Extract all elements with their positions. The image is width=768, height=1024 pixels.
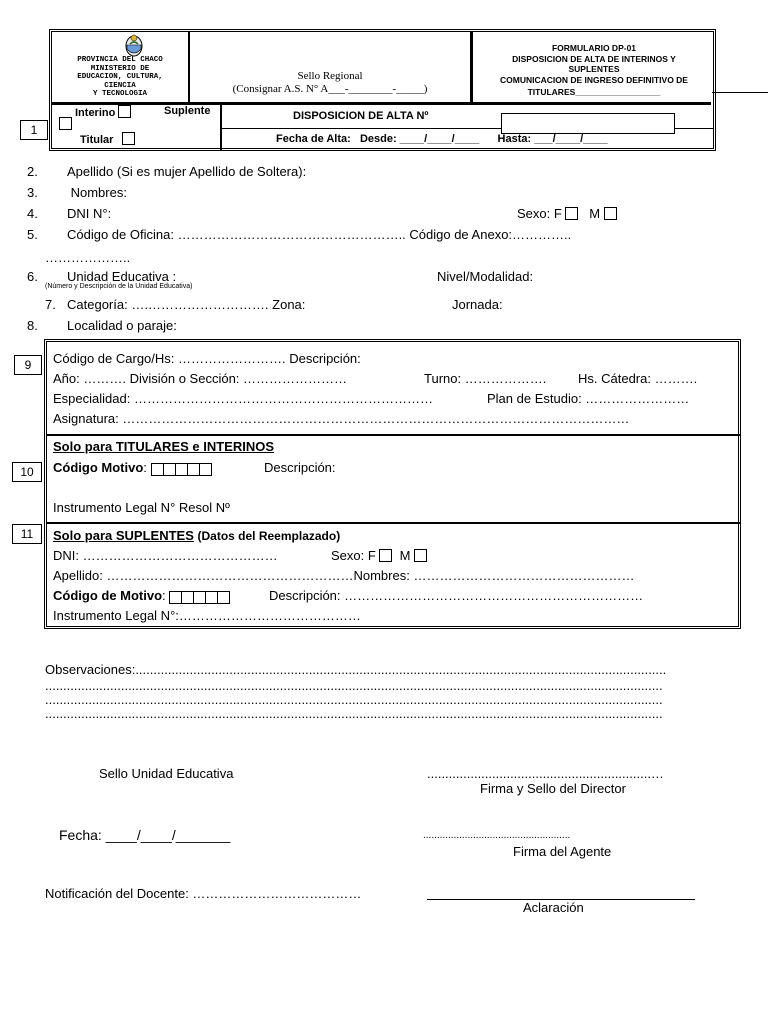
firma-director-dots: ..............................................................… <box>427 766 664 781</box>
section-number-11: 11 <box>12 524 42 544</box>
sec9-hs-catedra: Hs. Cátedra: ………. <box>578 371 698 386</box>
agente-dots: ..................................................... <box>423 830 571 841</box>
divider <box>220 104 222 150</box>
sec10-title: Solo para TITULARES e INTERINOS <box>53 439 275 454</box>
observaciones-line: ........................................................................................................................................................................... <box>45 706 663 721</box>
divider <box>470 31 473 103</box>
suplente-label: Suplente <box>164 105 211 117</box>
observaciones-line: ........................................................................................................................................................................... <box>45 678 663 693</box>
sello-regional-label: Sello Regional <box>297 70 363 82</box>
sec11-sexo-m-checkbox[interactable] <box>414 549 427 562</box>
fecha-field: Fecha: ____/____/_______ <box>59 827 231 843</box>
form-title-line: TITULARES__________________ <box>527 87 661 97</box>
sec9-especialidad: Especialidad: …………………………………………………………… <box>53 391 433 406</box>
consignar-label: (Consignar A.S. N° A___-________-_____) <box>232 83 428 95</box>
item-codigo-oficina: 5. Código de Oficina: …………………………………………….. Código de Anexo:………….. <box>27 227 572 242</box>
interino-label: Interino <box>75 105 131 119</box>
sec9-codigo-cargo: Código de Cargo/Hs: ……………………. Descripción: <box>53 351 361 366</box>
item-nombres: 3. Nombres: <box>27 185 127 200</box>
divider <box>51 102 711 105</box>
sec11-descripcion: Descripción: …………………………………………………………… <box>269 588 644 603</box>
item-categoria: 7. Categoría: ….………………………. Zona: <box>45 297 306 312</box>
sec9-asignatura: Asignatura: ……………………………………………………………………………………………………… <box>53 411 630 426</box>
sec10-instrumento: Instrumento Legal N° Resol Nº <box>53 500 230 515</box>
aclaracion-label: Aclaración <box>523 900 584 915</box>
item-dni: 4. DNI N°: <box>27 206 112 221</box>
motivo-box[interactable] <box>164 463 176 476</box>
motivo-box[interactable] <box>151 463 164 476</box>
item5-continuation: ……………….. <box>45 250 131 265</box>
firma-director-label: Firma y Sello del Director <box>480 781 626 796</box>
item-apellido: 2. Apellido (Si es mujer Apellido de Soltera): <box>27 164 307 179</box>
section-number-10: 10 <box>12 462 42 482</box>
sec11-apellido: Apellido: …………………………………………………Nombres: …………………………………………… <box>53 568 635 583</box>
sec10-descripcion: Descripción: <box>264 460 336 475</box>
item6-nivel: Nivel/Modalidad: <box>437 269 534 284</box>
fecha-alta-label: Fecha de Alta: Desde: ____/____/____ Hasta: ___/____/____ <box>276 133 608 145</box>
ministry-block <box>56 56 184 99</box>
suplente-checkbox[interactable] <box>59 117 72 130</box>
sec9-plan-estudio: Plan de Estudio: …………………… <box>487 391 690 406</box>
ministry-line: MINISTERIO DE <box>90 64 150 73</box>
sec11-title: Solo para SUPLENTES (Datos del Reemplazado) <box>53 528 341 543</box>
motivo-box[interactable] <box>176 463 188 476</box>
divider <box>46 522 741 524</box>
observaciones-line: ........................................................................................................................................................................... <box>45 692 663 707</box>
coat-of-arms <box>124 33 144 57</box>
sec11-dni: DNI: ……………………………………… <box>53 548 278 563</box>
notificacion-label: Notificación del Docente: ………………………………… <box>45 886 362 901</box>
form-title-line: FORMULARIO DP-01 <box>551 43 637 53</box>
divider <box>46 434 741 436</box>
ministry-line: PROVINCIA DEL CHACO <box>77 56 163 64</box>
motivo-box[interactable] <box>218 591 230 604</box>
sexo-m-checkbox[interactable] <box>604 207 617 220</box>
motivo-box[interactable] <box>182 591 194 604</box>
form-title-line: DISPOSICION DE ALTA DE INTERINOS Y <box>512 53 676 64</box>
disposicion-number-input[interactable] <box>501 113 675 134</box>
observaciones-label: Observaciones:................................................................................................................................................... <box>45 662 667 677</box>
ministry-line: CIENCIA <box>104 81 136 90</box>
ministry-line: Y TECNOLOGIA <box>92 90 147 98</box>
item7-jornada: Jornada: <box>452 297 503 312</box>
motivo-box[interactable] <box>194 591 206 604</box>
motivo-box[interactable] <box>188 463 200 476</box>
motivo-box[interactable] <box>206 591 218 604</box>
item-localidad: 8. Localidad o paraje: <box>27 318 177 333</box>
section-number-9: 9 <box>14 355 42 375</box>
titular-checkbox[interactable] <box>122 132 135 145</box>
motivo-box[interactable] <box>200 463 212 476</box>
form-title <box>474 43 714 96</box>
form-title-line: SUPLENTES <box>568 64 620 74</box>
ministry-line: EDUCACION, CULTURA, <box>77 73 163 81</box>
firma-agente-label: Firma del Agente <box>513 844 612 859</box>
sexo-f-checkbox[interactable] <box>565 207 578 220</box>
titulares-extension-line <box>712 92 768 93</box>
item6-note: (Número y Descripción de la Unidad Educativa) <box>45 283 193 290</box>
item-unidad-educativa: 6. Unidad Educativa : <box>27 269 177 284</box>
sec11-instrumento: Instrumento Legal N°:…………………………………… <box>53 608 361 623</box>
sello-unidad-label: Sello Unidad Educativa <box>99 766 234 781</box>
interino-checkbox[interactable] <box>118 105 131 118</box>
sec11-sexo-f-checkbox[interactable] <box>379 549 392 562</box>
sec10-codigo-motivo: Código Motivo: <box>53 460 212 477</box>
motivo-box[interactable] <box>169 591 182 604</box>
sec11-codigo-motivo: Código de Motivo: <box>53 588 230 605</box>
sec9-turno: Turno: ………………. <box>424 371 547 386</box>
codigo-motivo-boxes[interactable] <box>151 462 212 477</box>
sec11-motivo-boxes[interactable] <box>169 590 230 605</box>
sec11-sexo: Sexo: F M <box>331 548 427 563</box>
sec9-anio-division: Año: ………. División o Sección: …………………… <box>53 371 348 386</box>
form-title-line: COMUNICACION DE INGRESO DEFINITIVO DE <box>500 74 688 85</box>
section-number-1: 1 <box>20 120 48 140</box>
disposicion-label: DISPOSICION DE ALTA Nº <box>293 110 429 122</box>
item4-sexo: Sexo: F M <box>517 206 617 221</box>
titular-label: Titular <box>80 132 135 146</box>
